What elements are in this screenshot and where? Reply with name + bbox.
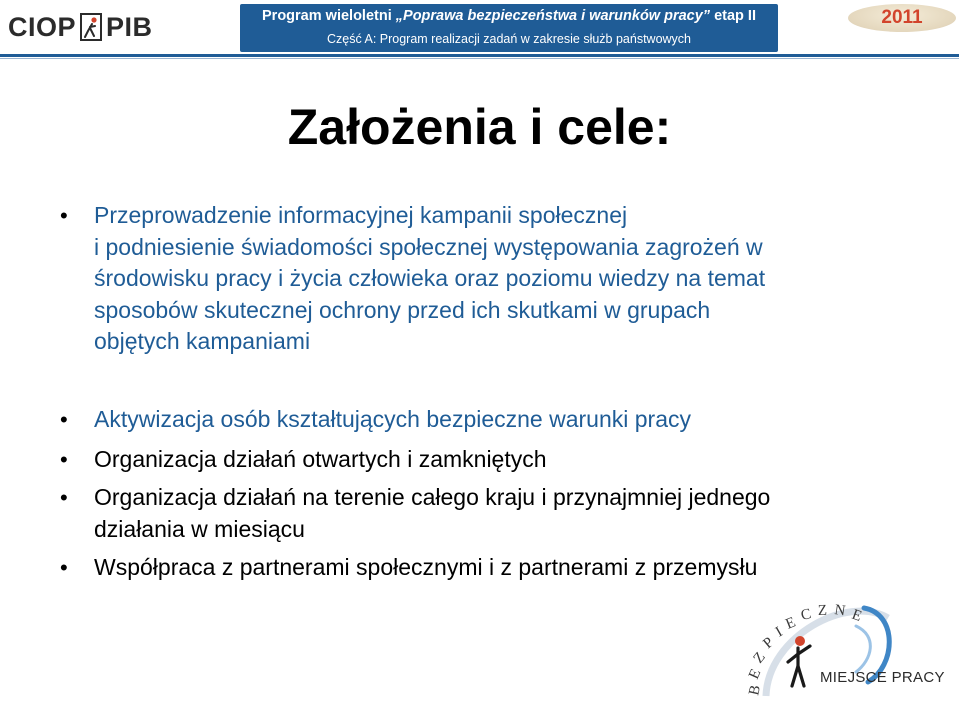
person-icon [80,13,102,41]
svg-text:N: N [833,602,847,620]
svg-text:P: P [760,634,777,653]
logo-text-right: PIB [106,11,153,42]
svg-text:E: E [849,606,864,625]
svg-text:I: I [773,624,786,641]
bullet-line: Organizacja działań otwartych i zamkniętych [94,446,547,472]
header-divider-thin [0,58,959,59]
bullet-line: środowisku pracy i życia człowieka oraz poziomu wiedzy na temat [94,265,766,291]
bullet-marker: • [60,555,68,580]
bullet-text [94,200,894,358]
banner-subtitle: Część A: Program realizacji zadań w zakresie służb państwowych [326,32,692,46]
logo-text-left: CIOP [8,11,77,42]
year-badge [848,4,956,32]
svg-text:B: B [746,683,764,697]
svg-text:E: E [783,614,799,633]
logo-caption: MIEJSCE PRACY [820,669,945,686]
svg-text:Z: Z [750,649,769,667]
bullet-text [94,482,894,545]
bullet-marker: • [60,485,68,510]
bullet-marker: • [60,203,68,228]
bullet-line: Aktywizacja osób kształtujących bezpieczne warunki pracy [94,406,691,432]
bullet-line: sposobów skutecznej ochrony przed ich skutkami w grupach [94,296,711,323]
svg-text:C: C [799,606,813,624]
bullet-line: Współpraca z partnerami społecznymi i z partnerami z przemysłu [94,554,758,580]
bullet-line: i podniesienie świadomości społecznej występowania zagrożeń w [94,233,763,260]
svg-text:Z: Z [817,602,828,619]
bullet-line: Organizacja działań na terenie całego kraju i przynajmniej jednego [94,484,771,510]
banner-title-prefix: Program wieloletni [262,8,392,24]
bullet-marker: • [60,407,68,432]
header-divider [0,54,959,57]
page-title: Założenia i cele: [287,99,672,155]
svg-text:E: E [746,666,765,682]
banner-title-emph: „Poprawa bezpieczeństwa i warunków pracy” [395,8,711,24]
ciop-pib-logo [8,10,153,44]
bullet-line: Przeprowadzenie informacyjnej kampanii społecznej [94,202,628,228]
banner-title-suffix: etap II [714,8,756,24]
bullet-marker: • [60,447,68,472]
bullet-line: objętych kampaniami [94,328,311,354]
bullet-line: działania w miesiącu [94,515,305,542]
year-text: 2011 [881,7,923,28]
bullet-text [94,444,894,476]
bullet-text [94,404,894,436]
slide-header [0,0,959,54]
bullet-text [94,552,894,584]
banner-title [240,8,778,24]
program-banner [240,4,778,52]
